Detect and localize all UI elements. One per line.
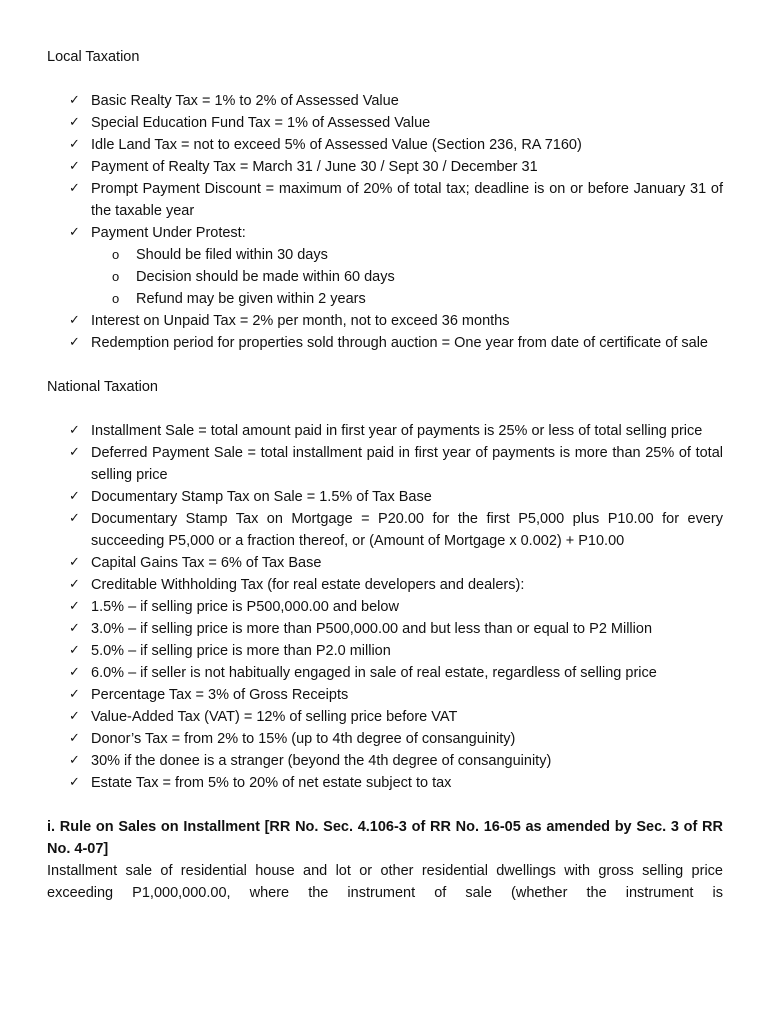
checkmark-icon: ✓	[69, 115, 80, 130]
circle-bullet-icon: o	[112, 269, 120, 284]
checkmark-icon: ✓	[69, 445, 80, 460]
checkmark-icon: ✓	[69, 423, 80, 438]
document-page	[47, 46, 723, 904]
checkmark-icon: ✓	[69, 599, 80, 614]
checkmark-icon: ✓	[69, 621, 80, 636]
list-item: ✓ Redemption period for properties sold through auction = One year from date of certificate of sale	[47, 332, 723, 354]
list-item: ✓ Interest on Unpaid Tax = 2% per month, not to exceed 36 months	[47, 310, 723, 332]
national-taxation-heading: National Taxation	[47, 379, 158, 395]
rule-section-title: i. Rule on Sales on Installment [RR No. Sec. 4.106-3 of RR No. 16-05 as amended by Sec. 3 of RR No. 4-07]	[47, 819, 723, 857]
list-item: ✓ Payment of Realty Tax = March 31 / June 30 / Sept 30 / December 31	[47, 156, 723, 178]
checkmark-icon: ✓	[69, 489, 80, 504]
circle-bullet-icon: o	[112, 291, 120, 306]
checkmark-icon: ✓	[69, 775, 80, 790]
list-item: ✓ Deferred Payment Sale = total installment paid in first year of payments is more than 25% of total selling price	[47, 442, 723, 486]
list-item: ✓ 1.5% – if selling price is P500,000.00 and below	[47, 596, 723, 618]
checkmark-icon: ✓	[69, 709, 80, 724]
list-item: ✓ 5.0% – if selling price is more than P2.0 million	[47, 640, 723, 662]
circle-bullet-icon: o	[112, 247, 120, 262]
checkmark-icon: ✓	[69, 577, 80, 592]
sub-list-item: o Refund may be given within 2 years	[91, 288, 723, 310]
list-item: ✓ Basic Realty Tax = 1% to 2% of Assessed Value	[47, 90, 723, 112]
list-item: ✓ Value-Added Tax (VAT) = 12% of selling price before VAT	[47, 706, 723, 728]
checkmark-icon: ✓	[69, 731, 80, 746]
checkmark-icon: ✓	[69, 665, 80, 680]
payment-protest-sublist	[91, 244, 723, 310]
checkmark-icon: ✓	[69, 335, 80, 350]
national-taxation-list	[47, 420, 723, 794]
checkmark-icon: ✓	[69, 753, 80, 768]
list-item: ✓ Documentary Stamp Tax on Sale = 1.5% of Tax Base	[47, 486, 723, 508]
checkmark-icon: ✓	[69, 159, 80, 174]
list-item: ✓ Percentage Tax = 3% of Gross Receipts	[47, 684, 723, 706]
sub-list-item: o Decision should be made within 60 days	[91, 266, 723, 288]
list-item: ✓ Creditable Withholding Tax (for real estate developers and dealers):	[47, 574, 723, 596]
list-item: ✓ Estate Tax = from 5% to 20% of net estate subject to tax	[47, 772, 723, 794]
checkmark-icon: ✓	[69, 687, 80, 702]
checkmark-icon: ✓	[69, 313, 80, 328]
list-item: ✓ 3.0% – if selling price is more than P500,000.00 and but less than or equal to P2 Million	[47, 618, 723, 640]
list-item: ✓ Idle Land Tax = not to exceed 5% of Assessed Value (Section 236, RA 7160)	[47, 134, 723, 156]
checkmark-icon: ✓	[69, 225, 80, 240]
checkmark-icon: ✓	[69, 643, 80, 658]
checkmark-icon: ✓	[69, 555, 80, 570]
checkmark-icon: ✓	[69, 181, 80, 196]
checkmark-icon: ✓	[69, 511, 80, 526]
list-item: ✓ 30% if the donee is a stranger (beyond the 4th degree of consanguinity)	[47, 750, 723, 772]
list-item: ✓ Installment Sale = total amount paid in first year of payments is 25% or less of total selling price	[47, 420, 723, 442]
local-taxation-heading: Local Taxation	[47, 49, 140, 65]
list-item: ✓ Documentary Stamp Tax on Mortgage = P20.00 for the first P5,000 plus P10.00 for every succeeding P5,000 or a fraction thereof, or (Amount of Mortgage x 0.002) + P10.00	[47, 508, 723, 552]
sub-list-item: o Should be filed within 30 days	[91, 244, 723, 266]
list-item: ✓ 6.0% – if seller is not habitually engaged in sale of real estate, regardless of selling price	[47, 662, 723, 684]
list-item: ✓ Capital Gains Tax = 6% of Tax Base	[47, 552, 723, 574]
local-taxation-list	[47, 90, 723, 354]
rule-paragraph: Installment sale of residential house and lot or other residential dwellings with gross selling price exceeding P1,000,000.00, where the instrument of sale (whether the instrument is	[47, 863, 723, 901]
list-item: ✓ Payment Under Protest: o Should be filed within 30 days o Decision should be made within 60 days o Refund may be given within 2 years	[47, 222, 723, 310]
list-item: ✓ Donor’s Tax = from 2% to 15% (up to 4th degree of consanguinity)	[47, 728, 723, 750]
checkmark-icon: ✓	[69, 137, 80, 152]
list-item: ✓ Special Education Fund Tax = 1% of Assessed Value	[47, 112, 723, 134]
checkmark-icon: ✓	[69, 93, 80, 108]
list-item: ✓ Prompt Payment Discount = maximum of 20% of total tax; deadline is on or before January 31 of the taxable year	[47, 178, 723, 222]
